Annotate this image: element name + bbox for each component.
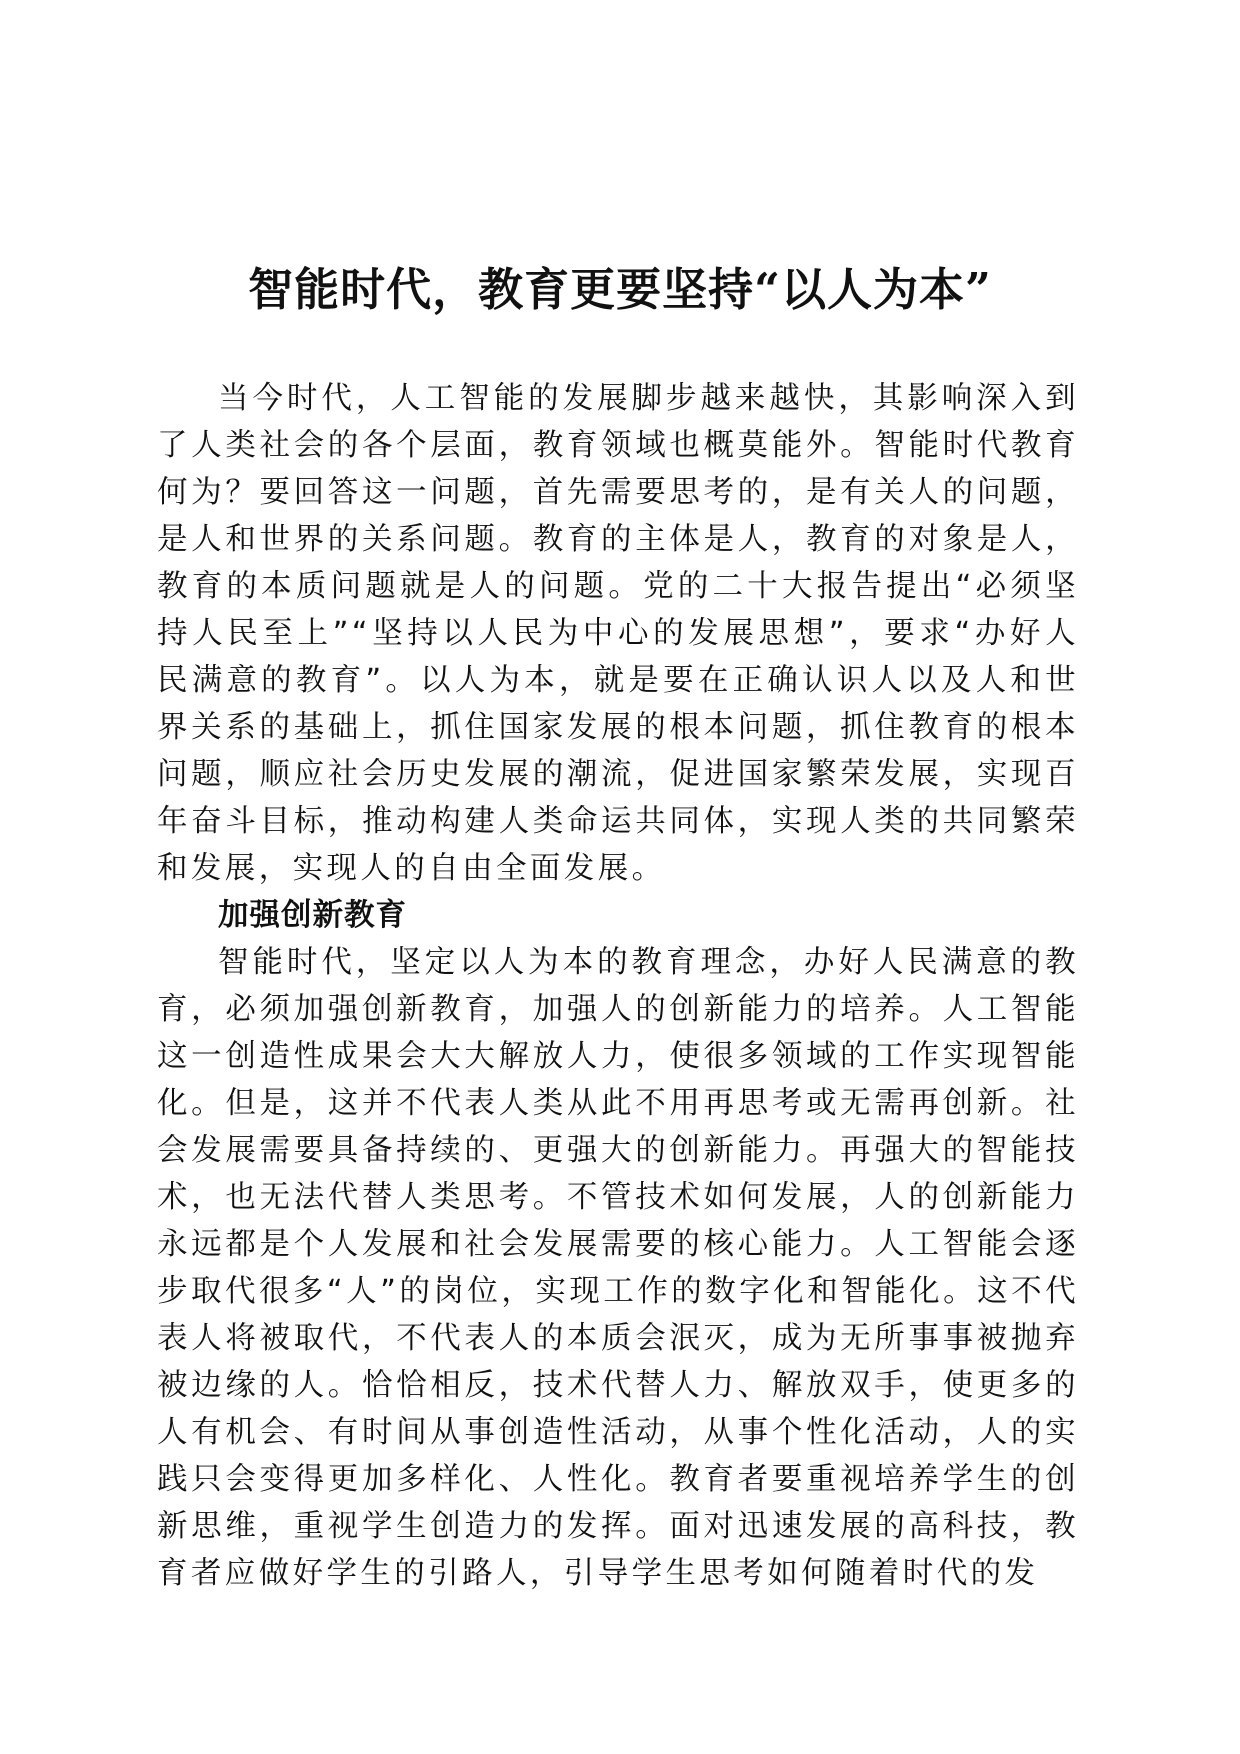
section-heading-innovation: 加强创新教育 — [218, 898, 407, 933]
document-title: 智能时代，教育更要坚持“以人为本” — [248, 263, 992, 316]
section-paragraph-innovation: 智能时代，坚定以人为本的教育理念，办好人民满意的教育，必须加强创新教育，加强人的创新能力的培养。人工智能这一创造性成果会大大解放人力，使很多领域的工作实现智能化。但是，这并不代表人类从此不用再思考或无需再创新。社会发展需要具备持续的、更强大的创新能力。再强大的智能技术，也无法代替人类思考。不管技术如何发展，人的创新能力永远都是个人发展和社会发展需要的核心能力。人工智能会逐步取代很多“人”的岗位，实现工作的数字化和智能化。这不代表人将被取代，不代表人的本质会泯灭，成为无所事事被抛弃被边缘的人。恰恰相反，技术代替人力、解放双手，使更多的人有机会、有时间从事创造性活动，从事个性化活动，人的实践只会变得更加多样化、人性化。教育者要重视培养学生的创新思维，重视学生创造力的发挥。面对迅速发展的高科技，教育者应做好学生的引路人，引导学生思考如何随着时代的发 — [157, 945, 1079, 1591]
document-body — [157, 375, 1079, 1597]
intro-paragraph: 当今时代，人工智能的发展脚步越来越快，其影响深入到了人类社会的各个层面，教育领域也概莫能外。智能时代教育何为？要回答这一问题，首先需要思考的，是有关人的问题，是人和世界的关系问题。教育的主体是人，教育的对象是人，教育的本质问题就是人的问题。党的二十大报告提出“必须坚持人民至上”“坚持以人民为中心的发展思想”，要求“办好人民满意的教育”。以人为本，就是要在正确认识人以及人和世界关系的基础上，抓住国家发展的根本问题，抓住教育的根本问题，顺应社会历史发展的潮流，促进国家繁荣发展，实现百年奋斗目标，推动构建人类命运共同体，实现人类的共同繁荣和发展，实现人的自由全面发展。 — [157, 381, 1079, 886]
